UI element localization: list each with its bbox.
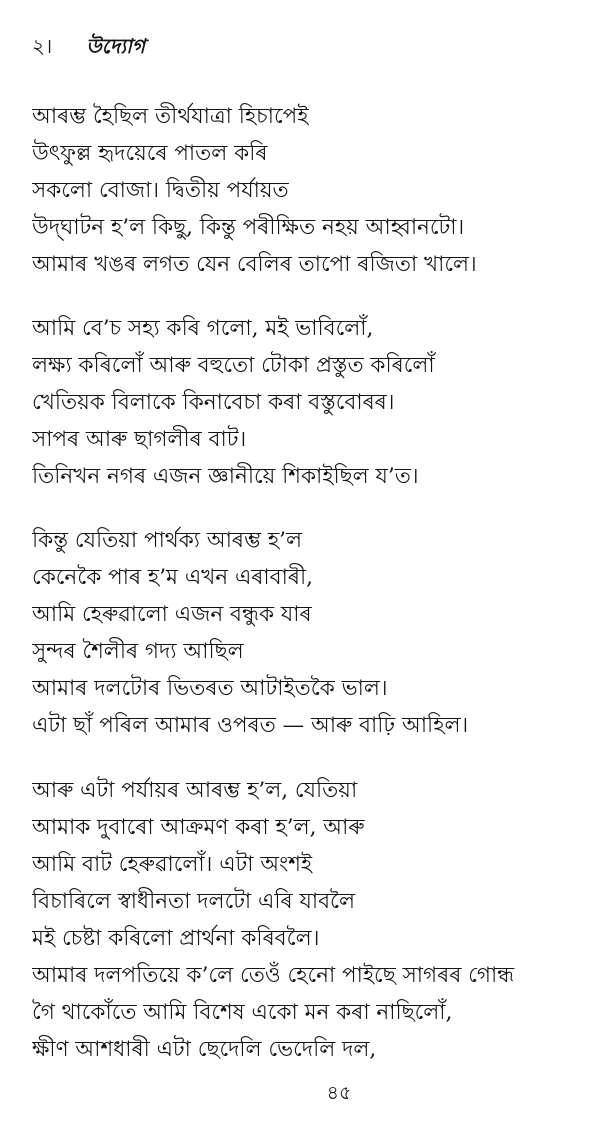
poem-line: আমাৰ দলপতিয়ে ক’লে তেওঁ হেনো পাইছে সাগৰৰ গোন্ধ [32, 963, 515, 988]
poem-line: ক্ষীণ আশধাৰী এটা ছেদেলি ভেদেলি দল, [32, 1037, 377, 1062]
stanza-1 [32, 98, 582, 283]
poem-line: আমি হেৰুৱালো এজন বন্ধুক যাৰ [32, 602, 312, 627]
poem-line: এটা ছাঁ পৰিল আমাৰ ওপৰত — আৰু বাঢ়ি আহিল। [32, 713, 469, 738]
stanza-4 [32, 772, 582, 1068]
poem-line: আমাৰ খঙৰ লগত যেন বেলিৰ তাপো ৰজিতা খালে। [32, 252, 477, 277]
poem-line: আমি বে’চ সহ্য কৰি গলো, মই ভাবিলোঁ, [32, 316, 374, 341]
poem-line: গৈ থাকোঁতে আমি বিশেষ একো মন কৰা নাছিলোঁ, [32, 1000, 453, 1025]
poem-line: সুন্দৰ শৈলীৰ গদ্য আছিল [32, 639, 244, 664]
poem-line: সকলো বোজা। দ্বিতীয় পৰ্যায়ত [32, 178, 289, 203]
poem-line: উৎফুল্ল হৃদয়েৰে পাতল কৰি [32, 141, 268, 166]
poem-number: ২। [32, 34, 53, 58]
poem-line: খেতিয়ক বিলাকে কিনাবেচা কৰা বস্তুবোৰৰ। [32, 390, 395, 415]
stanza-3 [32, 522, 582, 744]
poem-line: সাপৰ আৰু ছাগলীৰ বাট। [32, 427, 247, 452]
poem-line: কিন্তু যেতিয়া পাৰ্থক্য আৰম্ভ হ’ল [32, 528, 303, 553]
poem-line: আৰম্ভ হৈছিল তীৰ্থযাত্ৰা হিচাপেই [32, 104, 309, 129]
poem-line: কেনেকৈ পাৰ হ’ম এখন এৰাবাৰী, [32, 565, 313, 590]
poem-line: লক্ষ্য কৰিলোঁ আৰু বহুতো টোকা প্ৰস্তুত কৰিলোঁ [32, 353, 435, 378]
poem-line: আমাক দুবাৰো আক্ৰমণ কৰা হ’ল, আৰু [32, 815, 365, 840]
poem-title: উদ্যোগ [86, 34, 145, 58]
poem-line: বিচাৰিলে স্বাধীনতা দলটো এৰি যাবলৈ [32, 889, 356, 914]
poem-line: আৰু এটা পৰ্যায়ৰ আৰম্ভ হ’ল, যেতিয়া [32, 778, 358, 803]
stanza-2 [32, 310, 582, 495]
poem-line: উদ্‌ঘাটন হ’ল কিছু, কিন্তু পৰীক্ষিত নহয় আহ্বানটো। [32, 215, 465, 240]
poem-line: তিনিখন নগৰ এজন জ্ঞানীয়ে শিকাইছিল য’ত। [32, 464, 419, 489]
page-number: ৪৫ [326, 1082, 352, 1104]
poem-heading [32, 32, 145, 60]
poem-line: মই চেষ্টা কৰিলো প্ৰাৰ্থনা কৰিবলৈ। [32, 926, 320, 951]
poem-line: আমি বাট হেৰুৱালোঁ। এটা অংশই [32, 852, 313, 877]
poem-line: আমাৰ দলটোৰ ভিতৰত আটাইতকৈ ভাল। [32, 676, 388, 701]
